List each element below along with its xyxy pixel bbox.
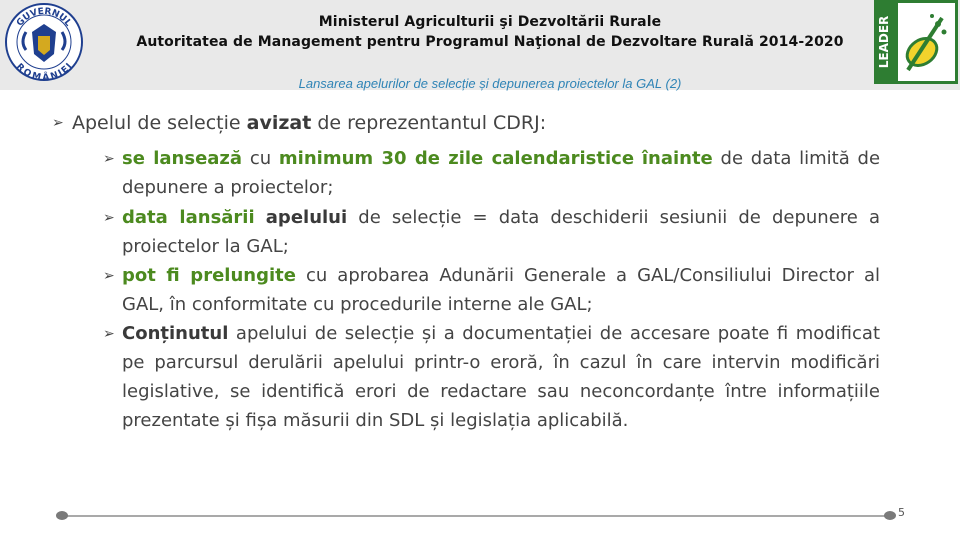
sub2-text-1 bbox=[255, 207, 266, 228]
main-bullet-text bbox=[72, 109, 892, 138]
ministry-line-1: Ministerul Agriculturii şi Dezvoltării Rurale bbox=[318, 14, 662, 30]
leader-logo bbox=[874, 0, 958, 84]
logo-text-bottom: ROMÂNIEI bbox=[13, 61, 75, 82]
footer-divider bbox=[62, 515, 892, 517]
sub3-highlight-1: pot fi prelungite bbox=[122, 265, 296, 286]
arrow-bullet-icon: ➢ bbox=[103, 151, 115, 167]
arrow-bullet-icon: ➢ bbox=[103, 210, 115, 226]
sub1-text-1: cu bbox=[242, 148, 279, 169]
sub3-text-1: cu aprobarea Adunării Generale a GAL/Consiliului Director al GAL, în conformitate cu procedurile interne ale GAL; bbox=[122, 265, 880, 315]
sub-bullet-4 bbox=[122, 319, 880, 435]
arrow-bullet-icon: ➢ bbox=[52, 115, 64, 131]
sub-bullet-2 bbox=[122, 203, 880, 261]
ministry-heading bbox=[100, 12, 880, 52]
guvernul-romaniei-logo bbox=[4, 2, 84, 82]
main-bullet-bold: avizat bbox=[246, 112, 312, 134]
footer-dot-left bbox=[56, 511, 68, 520]
sub2-text-2: de selecție = data deschiderii sesiunii de depunere a proiectelor la GAL; bbox=[122, 207, 881, 257]
sub1-highlight-1: se lansează bbox=[122, 148, 243, 169]
leader-text: LEADER bbox=[877, 15, 891, 69]
sub2-bold-1: apelului bbox=[265, 207, 348, 228]
arrow-bullet-icon: ➢ bbox=[103, 268, 115, 284]
arrow-bullet-icon: ➢ bbox=[103, 326, 115, 342]
sub4-bold-1: Conținutul bbox=[122, 323, 229, 344]
sub1-text-3: de data limită de depunere a proiectelor; bbox=[122, 148, 881, 198]
page-number: 5 bbox=[898, 506, 905, 519]
sub1-text-2 bbox=[634, 148, 642, 169]
sub4-text-1: apelului de selecție și a documentației de accesare poate fi modificat pe parcursul derulării apelului printr-o eroră, în cazul în care intervin modificări legislative, se identifică erori de redactare sau neconcordanțe între informațiile prezentate și fișa măsurii din SDL și legislația aplicabilă. bbox=[122, 323, 880, 431]
sub1-highlight-2: minimum 30 de zile calendaristice bbox=[278, 148, 635, 169]
sub2-highlight-1: data lansării bbox=[122, 207, 255, 228]
sub-bullet-1 bbox=[122, 144, 880, 202]
ministry-line-2: Autoritatea de Management pentru Programul Naţional de Dezvoltare Rurală 2014-2020 bbox=[136, 34, 844, 50]
main-bullet-part-b: de reprezentantul CDRJ: bbox=[311, 112, 547, 134]
main-bullet-part-a: Apelul de selecție bbox=[72, 112, 247, 134]
slide-subtitle: Lansarea apelurilor de selecție și depunerea proiectelor la GAL (2) bbox=[298, 76, 682, 91]
logo-text-top: GUVERNUL bbox=[15, 6, 73, 29]
sub-bullet-3 bbox=[122, 261, 880, 319]
footer-dot-right bbox=[884, 511, 896, 520]
sub1-highlight-3: înainte bbox=[641, 148, 713, 169]
